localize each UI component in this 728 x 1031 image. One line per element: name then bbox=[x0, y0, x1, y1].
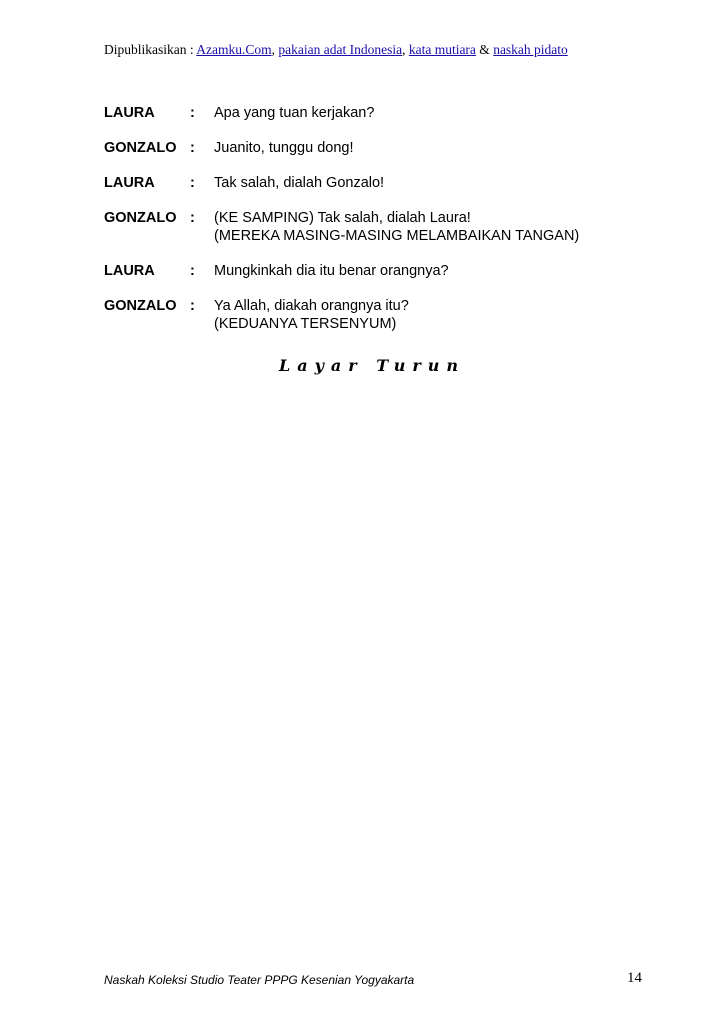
link-kata-mutiara[interactable]: kata mutiara bbox=[408, 42, 476, 57]
dialogue-text-line: Mungkinkah dia itu benar orangnya? bbox=[214, 263, 449, 279]
link-naskah-pidato[interactable]: naskah pidato bbox=[493, 42, 568, 57]
stage-direction: (MEREKA MASING-MASING MELAMBAIKAN TANGAN) bbox=[214, 228, 580, 244]
speaker-colon: : bbox=[190, 175, 195, 191]
stage-direction: (KEDUANYA TERSENYUM) bbox=[214, 316, 397, 332]
footer-collection-text: Naskah Koleksi Studio Teater PPPG Kesenian Yogyakarta bbox=[104, 973, 415, 987]
publication-header bbox=[104, 42, 568, 58]
dialogue-text bbox=[214, 104, 664, 122]
header-separator: , bbox=[402, 42, 409, 57]
speaker-name: LAURA bbox=[104, 105, 155, 121]
speaker-colon: : bbox=[190, 105, 195, 121]
speaker-colon: : bbox=[190, 263, 195, 279]
dialogue-line bbox=[104, 139, 664, 157]
dialogue-text bbox=[214, 139, 664, 157]
dialogue-text-line: Juanito, tunggu dong! bbox=[214, 140, 354, 156]
dialogue-text-line: Ya Allah, diakah orangnya itu? bbox=[214, 298, 409, 314]
dialogue-text-line: Apa yang tuan kerjakan? bbox=[214, 105, 375, 121]
dialogue-line bbox=[104, 104, 664, 122]
dialogue-text bbox=[214, 262, 664, 280]
dialogue-text bbox=[214, 297, 664, 333]
header-separator: , bbox=[271, 42, 279, 57]
speaker-colon: : bbox=[190, 210, 195, 226]
speaker-name: GONZALO bbox=[104, 210, 177, 226]
speaker-name: LAURA bbox=[104, 175, 155, 191]
dialogue-text-line: (KE SAMPING) Tak salah, dialah Laura! bbox=[214, 210, 471, 226]
speaker-colon: : bbox=[190, 140, 195, 156]
dialogue-line bbox=[104, 174, 664, 192]
link-pakaian-adat[interactable]: pakaian adat Indonesia bbox=[278, 42, 403, 57]
speaker-name: GONZALO bbox=[104, 140, 177, 156]
dialogue-text-line: Tak salah, dialah Gonzalo! bbox=[214, 175, 385, 191]
speaker-name: GONZALO bbox=[104, 298, 177, 314]
speaker-colon: : bbox=[190, 298, 195, 314]
dialogue-line bbox=[104, 262, 664, 280]
page-number: 14 bbox=[627, 970, 642, 986]
dialogue-line bbox=[104, 209, 664, 245]
dialogue-text bbox=[214, 209, 664, 245]
dialogue-line bbox=[104, 297, 664, 333]
link-azamku[interactable]: Azamku.Com bbox=[196, 42, 272, 57]
header-prefix: Dipublikasikan : bbox=[104, 42, 197, 57]
dialogue-text bbox=[214, 174, 664, 192]
speaker-name: LAURA bbox=[104, 263, 155, 279]
closing-curtain-text: Layar Turun bbox=[278, 356, 466, 375]
dialogue-script bbox=[104, 104, 664, 350]
header-separator: & bbox=[475, 42, 494, 57]
